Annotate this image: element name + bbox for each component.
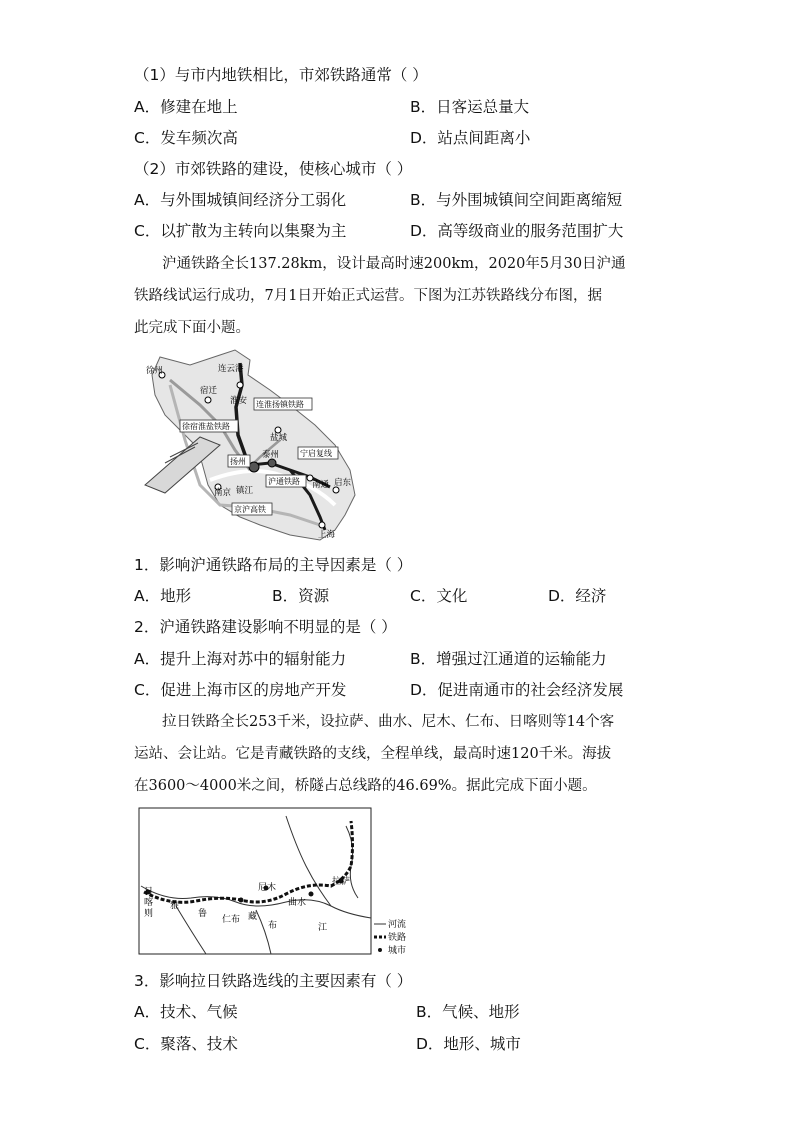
map2-legend-river: 河流 [388, 920, 407, 930]
map1-label-ningqi-rail: 宁启复线 [300, 449, 332, 458]
map1-label-lianyungang: 连云港 [218, 364, 244, 374]
option-sub1-b[interactable]: B．日客运总量大 [410, 98, 530, 116]
option-sub2-c[interactable]: C．以扩散为主转向以集聚为主 [134, 222, 347, 240]
passage-lari-line: 运站、会让站。它是青藏铁路的支线，全程单线，最高时速120千米。海拔 [134, 746, 612, 762]
passage-lari-line: 在3600～4000米之间，桥隧占总线路的46.69%。据此完成下面小题。 [134, 778, 597, 794]
passage-lari [134, 706, 664, 802]
question-3-stem: 3．影响拉日铁路选线的主要因素有（ ） [134, 972, 413, 990]
option-2-b[interactable]: B．增强过江通道的运输能力 [410, 650, 607, 668]
jiangsu-railway-map [140, 345, 362, 545]
option-sub2-d[interactable]: D．高等级商业的服务范围扩大 [410, 222, 624, 240]
passage-hutong-line: 沪通铁路全长137.28km，设计最高时速200km，2020年5月30日沪通 [162, 256, 626, 272]
option-3-d[interactable]: D．地形、城市 [416, 1035, 521, 1053]
map1-label-jinghu-rail: 京沪高铁 [234, 505, 266, 514]
map2-label-yalu-2: 鲁 [198, 909, 208, 919]
map1-label-nanjing: 南京 [214, 488, 232, 498]
option-3-b[interactable]: B．气候、地形 [416, 1003, 520, 1021]
map1-label-hutong-rail: 沪通铁路 [268, 477, 300, 486]
rikaze-char-2: 喀 [144, 898, 154, 908]
map1-label-xuzhou: 徐州 [146, 366, 164, 376]
map1-label-lianhuai-rail: 连淮扬镇铁路 [256, 400, 304, 409]
map1-label-suqian: 宿迁 [200, 386, 218, 396]
option-sub1-d[interactable]: D．站点间距离小 [410, 129, 531, 147]
map1-label-shanghai: 上海 [318, 530, 336, 540]
map2-label-rikaze [144, 886, 153, 919]
map1-label-qidong: 启东 [334, 478, 352, 488]
question-sub2-stem: （2）市郊铁路的建设，使核心城市（ ） [134, 160, 413, 178]
option-2-a[interactable]: A．提升上海对苏中的辐射能力 [134, 650, 347, 668]
passage-hutong-line: 此完成下面小题。 [134, 320, 250, 336]
map2-label-yalu-1: 雅 [170, 901, 180, 911]
map2-legend-city: 城市 [388, 946, 407, 956]
option-1-b[interactable]: B．资源 [272, 587, 330, 605]
map2-label-lasa: 拉萨 [332, 877, 351, 887]
passage-lari-line: 拉日铁路全长253千米，设拉萨、曲水、尼木、仁布、日喀则等14个客 [162, 714, 615, 730]
passage-hutong-line: 铁路线试运行成功，7月1日开始正式运营。下图为江苏铁路线分布图，据 [134, 288, 602, 304]
option-2-c[interactable]: C．促进上海市区的房地产开发 [134, 681, 347, 699]
option-3-c[interactable]: C．聚落、技术 [134, 1035, 238, 1053]
option-sub1-a[interactable]: A．修建在地上 [134, 98, 238, 116]
map2-legend-rail: 铁路 [388, 933, 407, 943]
option-1-a[interactable]: A．地形 [134, 587, 192, 605]
map2-label-zangbu-1: 藏 [248, 912, 258, 922]
map1-label-nantong: 南通 [312, 480, 330, 490]
question-sub1-stem: （1）与市内地铁相比，市郊铁路通常（ ） [134, 66, 428, 84]
map1-label-huaian: 淮安 [230, 396, 248, 406]
option-2-d[interactable]: D．促进南通市的社会经济发展 [410, 681, 624, 699]
map2-label-nimu: 尼木 [258, 883, 277, 893]
option-1-d[interactable]: D．经济 [548, 587, 607, 605]
option-3-a[interactable]: A．技术、气候 [134, 1003, 238, 1021]
map1-label-yangzhou: 扬州 [230, 457, 246, 466]
map2-label-renbu: 仁布 [222, 915, 241, 925]
map2-label-qushui: 曲水 [288, 898, 307, 908]
question-2-stem: 2．沪通铁路建设影响不明显的是（ ） [134, 618, 397, 636]
map2-label-zangbu-2: 布 [268, 921, 278, 931]
lari-railway-map [136, 806, 426, 958]
rikaze-char-1: 日 [144, 887, 154, 897]
map2-label-zangbu-3: 江 [318, 923, 328, 933]
option-sub1-c[interactable]: C．发车频次高 [134, 129, 238, 147]
option-1-c[interactable]: C．文化 [410, 587, 468, 605]
option-sub2-a[interactable]: A．与外围城镇间经济分工弱化 [134, 191, 347, 209]
map1-label-taizhou: 泰州 [262, 450, 280, 460]
question-1-stem: 1．影响沪通铁路布局的主导因素是（ ） [134, 556, 413, 574]
map1-label-yancheng: 盐城 [270, 433, 288, 443]
map1-label-zhenjiang: 镇江 [236, 486, 254, 496]
passage-hutong [134, 248, 664, 344]
option-sub2-b[interactable]: B．与外围城镇间空间距离缩短 [410, 191, 623, 209]
rikaze-char-3: 则 [144, 909, 154, 919]
map1-label-xusuhuai-rail: 徐宿淮盐铁路 [182, 422, 230, 431]
